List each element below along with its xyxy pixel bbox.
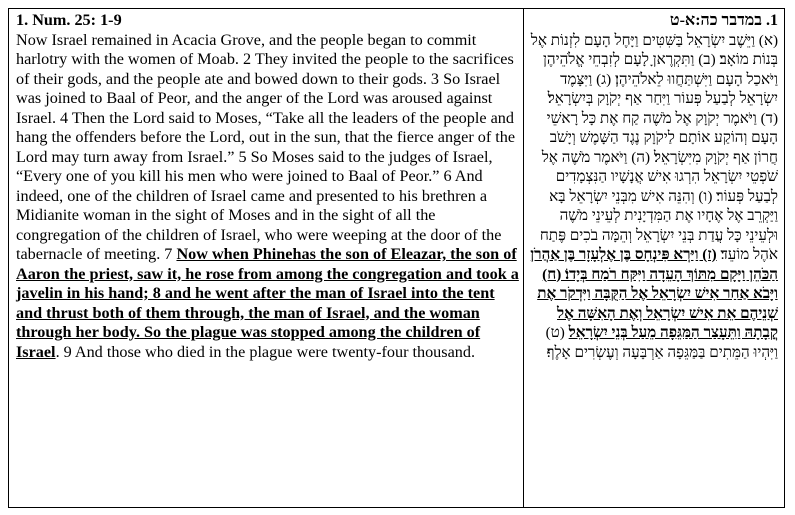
hebrew-text-emphasis: (ז) וַיַּרְא פִּינְחָס בֶּן אֶלְעָזָר בֶּן אַהֲרֹן הַכֹּהֵן וַיָּקָם מִתּוֹךְ הָעֵדָה וַיִּקַּח רֹמַח בְּיָדוֹ׃ (ח) וַיָּבֹא אַחַר אִישׁ יִשְׂרָאֵל אֶל הַקֻּבָּה וַיִּדְקֹר אֶת שְׁנֵיהֶם אֵת אִישׁ יִשְׂרָאֵל וְאֶת הָאִשָּׁה אֶל קֳבָתָהּ וַתֵּעָצַר הַמַּגֵּפָה מֵעַל בְּנֵי יִשְׂרָאֵל [530,246,778,341]
english-text-emphasis: Now when Phinehas the son of Eleazar, the son of Aaron the priest, saw it, he rose from among the congregation and took a javelin in his hand; 8 and he went after the man of Israel into the tent and thrust both of them through, the man of Israel, and the woman through her body. So the plague was stopped among the children of Israel [16,245,519,361]
hebrew-passage [530,31,778,363]
english-column [9,9,524,507]
hebrew-column [524,9,784,507]
source-table [8,8,785,508]
hebrew-heading: 1. במדבר כה:א-ט [669,12,778,29]
english-heading: 1. Num. 25: 1-9 [16,11,122,29]
english-text-before: Now Israel remained in Acacia Grove, and the people began to commit harlotry with the women of Moab. 2 They invited the people to the sacrifices of their gods, and the people ate and bowed down to their gods. 3 So Israel was joined to Baal of Peor, and the anger of the Lord was aroused against Israel. 4 Then the Lord said to Moses, “Take all the leaders of the people and hang the offenders before the Lord, out in the sun, that the fierce anger of the Lord may turn away from Israel.” 5 So Moses said to the judges of Israel, “Every one of you kill his men who were joined to Baal of Peor.” 6 And indeed, one of the children of Israel came and presented to his brethren a Midianite woman in the sight of Moses and in the sight of all the congregation of the children of Israel, who were weeping at the door of the tabernacle of meeting. 7 [16,30,516,263]
hebrew-text-before: (א) וַיֵּשֶׁב יִשְׂרָאֵל בַּשִּׁטִּים וַיָּחֶל הָעָם לִזְנוֹת אֶל בְּנוֹת מוֹאָב׃ (ב) וַתִּקְרֶאןָ לָעָם לְזִבְחֵי אֱלֹהֵיהֶן וַיֹּאכַל הָעָם וַיִּשְׁתַּחֲווּ לֵאלֹהֵיהֶן׃ (ג) וַיִּצָּמֶד יִשְׂרָאֵל לְבַעַל פְּעוֹר וַיִּחַר אַף יְקֹוָק בְּיִשְׂרָאֵל׃ (ד) וַיֹּאמֶר יְקֹוָק אֶל מֹשֶׁה קַח אֶת כָּל רָאשֵׁי הָעָם וְהוֹקַע אוֹתָם לַיקֹוָק נֶגֶד הַשָּׁמֶשׁ וְיָשֹׁב חֲרוֹן אַף יְקֹוָק מִיִּשְׂרָאֵל׃ (ה) וַיֹּאמֶר מֹשֶׁה אֶל שֹׁפְטֵי יִשְׂרָאֵל הִרְגוּ אִישׁ אֲנָשָׁיו הַנִּצְמָדִים לְבַעַל פְּעוֹר׃ (ו) וְהִנֵּה אִישׁ מִבְּנֵי יִשְׂרָאֵל בָּא וַיַּקְרֵב אֶל אֶחָיו אֶת הַמִּדְיָנִית לְעֵינֵי מֹשֶׁה וּלְעֵינֵי כָּל עֲדַת בְּנֵי יִשְׂרָאֵל וְהֵמָּה בֹכִים פֶּתַח אֹהֶל מוֹעֵד׃ [530,31,778,263]
english-text-after: . 9 And those who died in the plague were twenty-four thousand. [55,342,475,361]
english-passage [16,31,519,363]
hebrew-text-after: ׃ (ט) וַיִּהְיוּ הַמֵּתִים בַּמַּגֵּפָה אַרְבָּעָה וְעֶשְׂרִים אָלֶף׃ [545,324,778,361]
